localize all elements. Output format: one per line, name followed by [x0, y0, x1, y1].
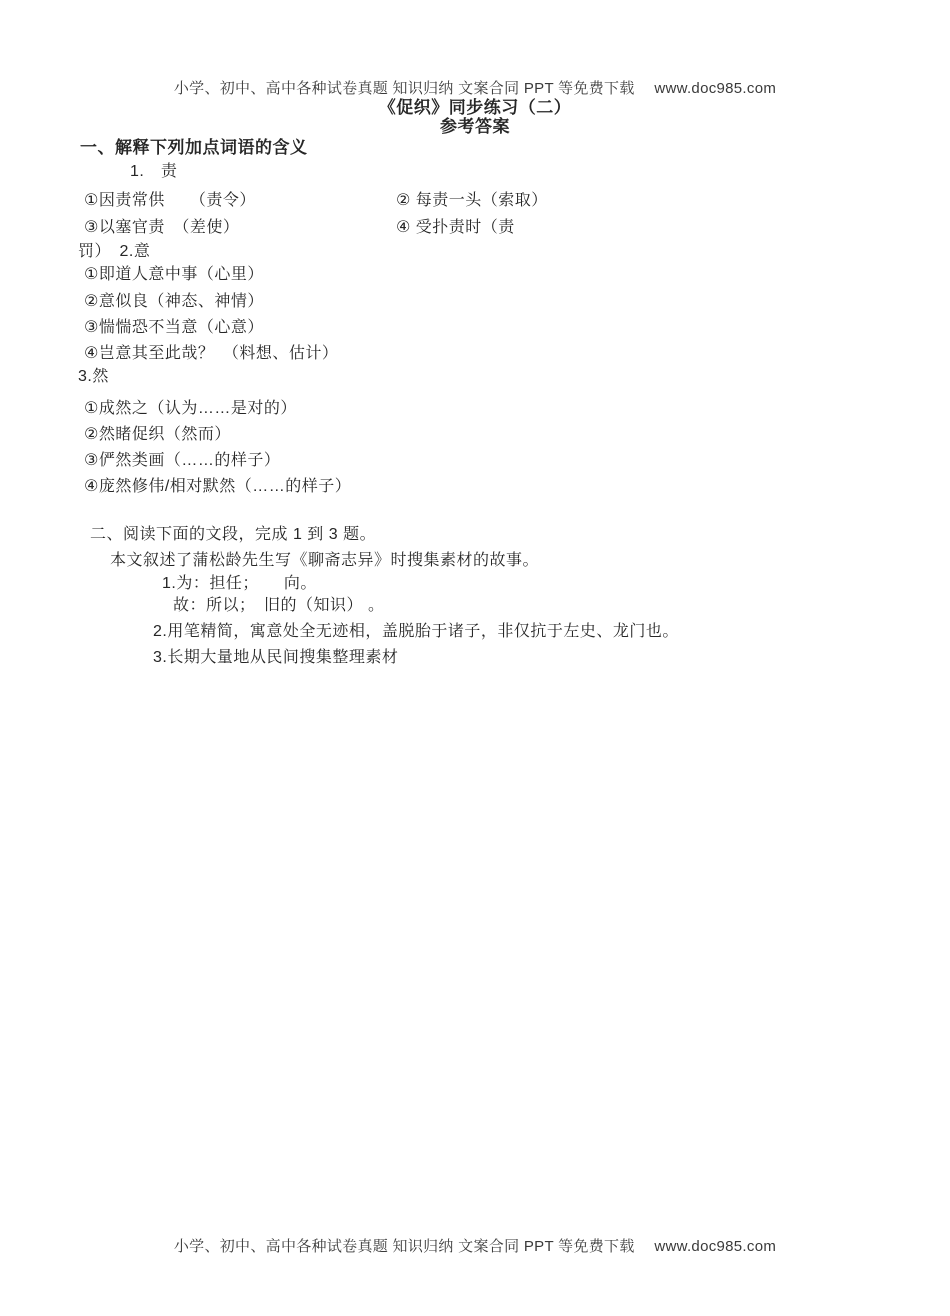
page-header-note: 小学、初中、高中各种试卷真题 知识归纳 文案合同 PPT 等免费下载 www.doc985.com	[173, 80, 777, 97]
answer-wrap-line: 罚） 2.意	[78, 243, 151, 260]
answer-line: 故：所以； 旧的（知识） 。	[173, 597, 385, 614]
section2-heading: 二、阅读下面的文段，完成 1 到 3 题。	[90, 526, 377, 543]
answer-line: ①即道人意中事（心里）	[84, 266, 264, 283]
answer-line: ④庞然修伟/相对默然（……的样子）	[84, 478, 352, 495]
answer-line: ①因责常供 （责令）	[84, 192, 256, 209]
answer-line: 3.长期大量地从民间搜集整理素材	[153, 649, 399, 666]
answer-line: ④岂意其至此哉？ （料想、估计）	[84, 345, 339, 362]
section2-intro: 本文叙述了蒲松龄先生写《聊斋志异》时搜集素材的故事。	[110, 552, 540, 569]
answer-line: 2.用笔精简，寓意处全无迹相，盖脱胎于诸子，非仅抗于左史、龙门也。	[153, 623, 679, 640]
doc-title: 《促织》同步练习（二）	[378, 98, 572, 117]
answer-line: ③俨然类画（……的样子）	[84, 452, 281, 469]
answer-line: ② 每责一头（索取）	[396, 192, 548, 209]
section1-heading: 一、解释下列加点词语的含义	[80, 138, 308, 157]
section1-word3-label: 3.然	[78, 368, 109, 385]
answer-line: ③惴惴恐不当意（心意）	[84, 319, 264, 336]
page-footer-note: 小学、初中、高中各种试卷真题 知识归纳 文案合同 PPT 等免费下载 www.doc985.com	[173, 1238, 777, 1255]
answer-line: ②意似良（神态、神情）	[84, 293, 264, 310]
section1-word1-label: 1. 责	[130, 163, 178, 180]
doc-subtitle: 参考答案	[440, 117, 510, 136]
answer-line: ①成然之（认为……是对的）	[84, 400, 297, 417]
answer-line: ②然睹促织（然而）	[84, 426, 231, 443]
answer-line: ④ 受扑责时（责	[396, 219, 515, 236]
answer-line: 1.为：担任； 向。	[162, 575, 317, 592]
answer-line: ③以塞官责 （差使）	[84, 219, 240, 236]
